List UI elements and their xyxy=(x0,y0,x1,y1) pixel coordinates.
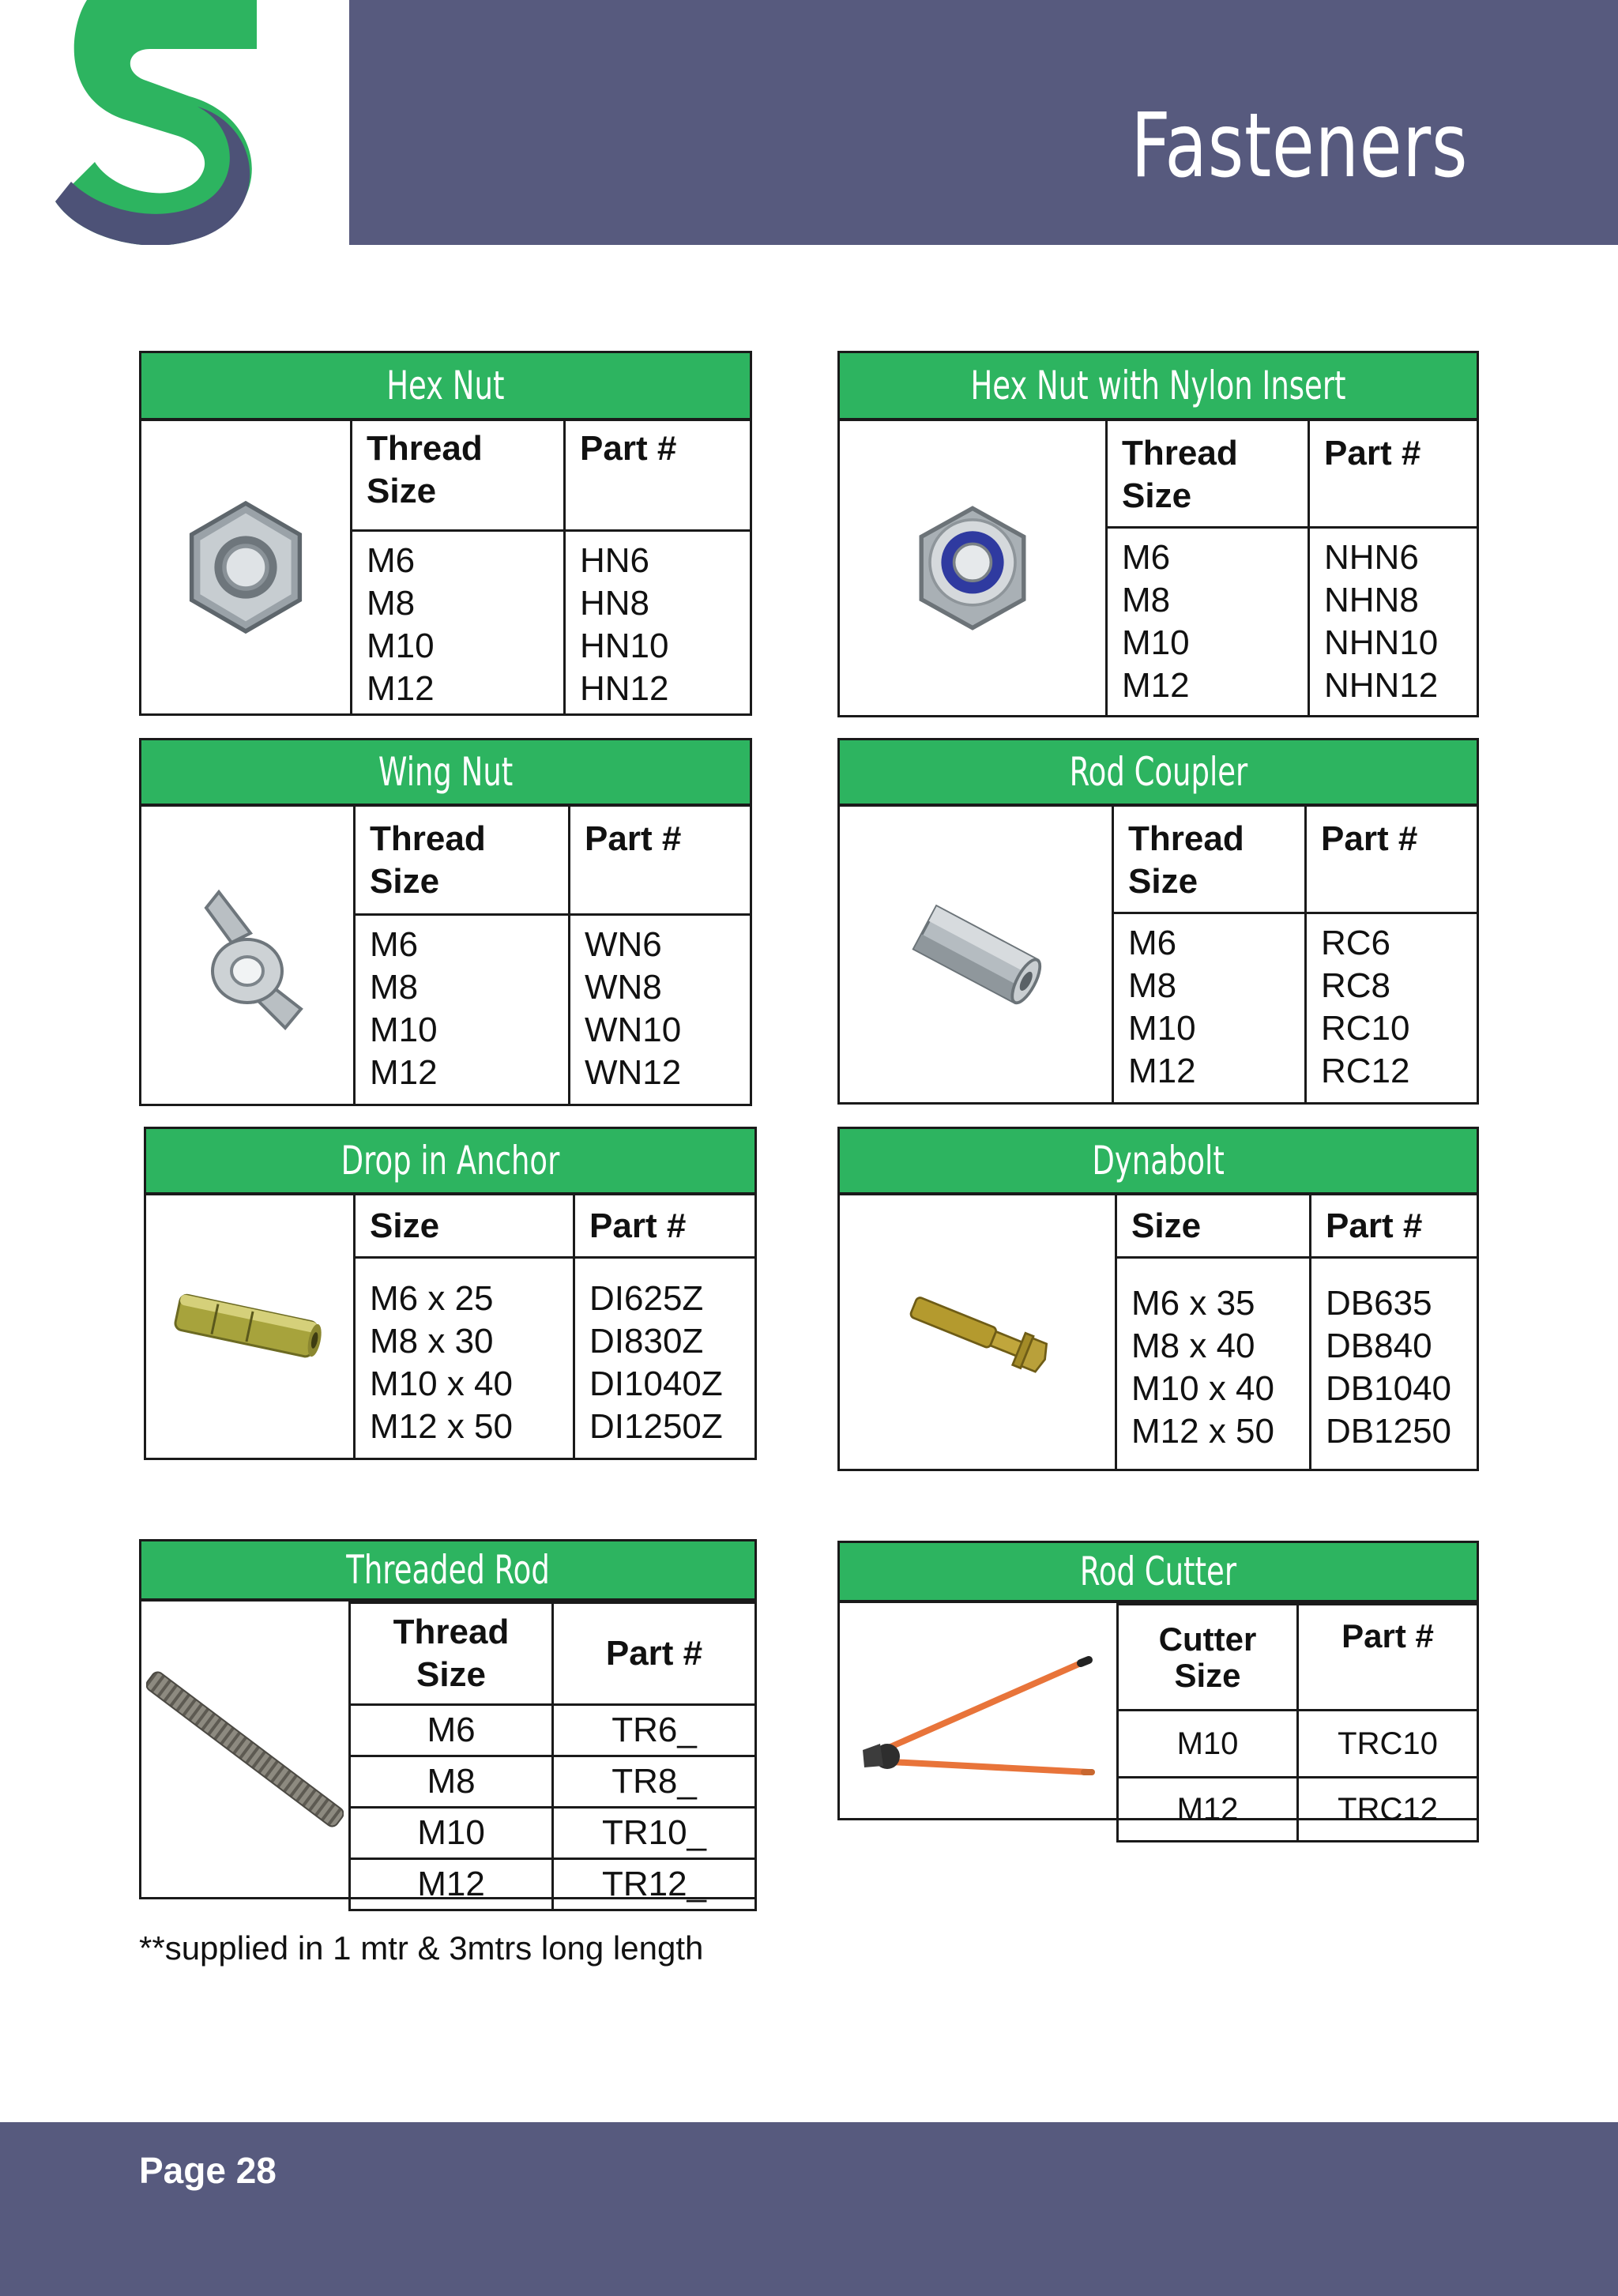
size-value: M10 xyxy=(370,1011,438,1049)
size-value: M8 xyxy=(1128,966,1177,1005)
spec-columns xyxy=(1112,807,1477,1102)
column-header: Part # xyxy=(1311,1195,1477,1259)
threaded-rod-table xyxy=(348,1602,757,1911)
size-column xyxy=(353,807,568,1104)
size-values xyxy=(352,532,563,710)
size-value: M10 xyxy=(1128,1009,1196,1048)
nylon-nut-card xyxy=(837,351,1479,717)
part-value: RC10 xyxy=(1321,1009,1410,1048)
part-value: HN10 xyxy=(580,627,669,665)
table-row xyxy=(350,1756,756,1808)
part-value: WN12 xyxy=(585,1053,682,1092)
part-value: TR6_ xyxy=(553,1705,756,1756)
size-value: M12 x 50 xyxy=(370,1407,513,1446)
column-header: Part # xyxy=(575,1195,754,1259)
size-column xyxy=(1115,1195,1309,1469)
part-value: WN10 xyxy=(585,1011,682,1049)
part-value: DI1250Z xyxy=(589,1407,723,1446)
part-value: RC8 xyxy=(1321,966,1391,1005)
card-title: Rod Coupler xyxy=(840,740,1477,807)
column-header: Part # xyxy=(1310,421,1477,529)
size-value: M12 xyxy=(367,669,435,708)
part-value: DB1040 xyxy=(1326,1369,1452,1408)
size-value: M10 xyxy=(367,627,435,665)
size-value: M8 xyxy=(350,1756,553,1808)
part-column xyxy=(1308,421,1477,715)
column-header: Thread Size xyxy=(352,421,563,532)
part-column xyxy=(568,807,750,1104)
column-header: Size xyxy=(356,1195,573,1259)
column-header: Cutter Size xyxy=(1118,1605,1298,1711)
logo-icon xyxy=(47,0,277,245)
threaded-rod-image xyxy=(141,1602,348,1897)
rod-cutter-image xyxy=(840,1603,1116,1818)
hex-nut-card xyxy=(139,351,752,716)
part-value: NHN6 xyxy=(1324,538,1419,577)
size-value: M6 x 35 xyxy=(1131,1284,1255,1323)
part-value: NHN10 xyxy=(1324,623,1439,662)
size-values xyxy=(1114,914,1304,1093)
card-title: Drop in Anchor xyxy=(146,1129,754,1195)
rod-coupler-image xyxy=(840,807,1112,1102)
drop-anchor-card xyxy=(144,1127,757,1460)
column-header: Thread Size xyxy=(1108,421,1308,529)
part-value: RC6 xyxy=(1321,924,1391,962)
part-column xyxy=(573,1195,754,1458)
size-value: M6 xyxy=(370,925,419,964)
card-title: Dynabolt xyxy=(840,1129,1477,1195)
size-value: M6 xyxy=(350,1705,553,1756)
dynabolt-card xyxy=(837,1127,1479,1471)
rod-cutter-card xyxy=(837,1541,1479,1827)
part-value: WN8 xyxy=(585,968,662,1007)
part-value: HN6 xyxy=(580,541,650,580)
size-value: M10 x 40 xyxy=(1131,1369,1274,1408)
part-values xyxy=(1311,1259,1477,1453)
size-value: M12 xyxy=(1122,666,1190,705)
part-values xyxy=(575,1259,754,1448)
part-value: DI625Z xyxy=(589,1279,704,1318)
size-values xyxy=(356,1259,573,1448)
threaded-rod-table-wrap xyxy=(348,1602,757,1903)
table-header-row xyxy=(350,1603,756,1705)
size-value: M8 x 30 xyxy=(370,1322,494,1361)
size-value: M6 x 25 xyxy=(370,1279,494,1318)
column-header: Thread Size xyxy=(350,1603,553,1705)
size-value: M8 xyxy=(367,584,416,623)
table-row xyxy=(350,1705,756,1756)
rod-coupler-card xyxy=(837,738,1479,1105)
part-value: TR12_ xyxy=(553,1859,756,1910)
card-title: Wing Nut xyxy=(141,740,750,807)
wing-nut-image xyxy=(141,807,353,1104)
table-row xyxy=(1118,1778,1478,1842)
table-header-row xyxy=(1118,1605,1478,1711)
size-value: M12 xyxy=(370,1053,438,1092)
size-column xyxy=(1105,421,1308,715)
size-value: M10 xyxy=(350,1808,553,1859)
column-header: Part # xyxy=(1298,1605,1478,1711)
part-values xyxy=(566,532,750,710)
part-value: HN12 xyxy=(580,669,669,708)
dynabolt-image xyxy=(840,1195,1115,1469)
spec-columns xyxy=(1105,421,1477,715)
spec-columns xyxy=(1115,1195,1477,1469)
size-value: M8 x 40 xyxy=(1131,1327,1255,1365)
card-title: Hex Nut with Nylon Insert xyxy=(840,353,1477,421)
part-column xyxy=(563,421,750,713)
column-header: Thread Size xyxy=(356,807,568,916)
size-value: M6 xyxy=(1128,924,1177,962)
spec-columns xyxy=(353,1195,754,1458)
page-title: Fasteners xyxy=(1131,95,1468,198)
spec-columns xyxy=(353,807,750,1104)
drop-anchor-image xyxy=(146,1195,353,1458)
hex-nut-image xyxy=(141,421,350,713)
part-value: DI830Z xyxy=(589,1322,704,1361)
part-value: DI1040Z xyxy=(589,1364,723,1403)
size-value: M10 xyxy=(1122,623,1190,662)
size-value: M6 xyxy=(367,541,416,580)
size-value: M12 x 50 xyxy=(1131,1412,1274,1451)
card-title: Hex Nut xyxy=(141,353,750,421)
part-column xyxy=(1304,807,1477,1102)
part-value: RC12 xyxy=(1321,1052,1410,1090)
column-header: Part # xyxy=(1307,807,1477,914)
part-value: NHN12 xyxy=(1324,666,1439,705)
rod-cutter-table xyxy=(1116,1603,1479,1842)
nylon-nut-image xyxy=(840,421,1105,715)
column-header: Size xyxy=(1117,1195,1309,1259)
size-column xyxy=(1112,807,1304,1102)
spec-columns xyxy=(350,421,750,713)
supply-note: **supplied in 1 mtr & 3mtrs long length xyxy=(139,1929,704,1967)
part-values xyxy=(1307,914,1477,1093)
rod-cutter-table-wrap xyxy=(1116,1603,1479,1827)
table-row xyxy=(350,1808,756,1859)
column-header: Part # xyxy=(553,1603,756,1705)
part-value: DB840 xyxy=(1326,1327,1432,1365)
threaded-rod-card xyxy=(139,1539,757,1903)
part-value: TR10_ xyxy=(553,1808,756,1859)
size-value: M10 x 40 xyxy=(370,1364,513,1403)
part-values xyxy=(1310,529,1477,707)
part-value: WN6 xyxy=(585,925,662,964)
size-column xyxy=(353,1195,573,1458)
part-value: TRC10 xyxy=(1298,1711,1478,1778)
size-value: M6 xyxy=(1122,538,1171,577)
column-header: Part # xyxy=(566,421,750,532)
part-values xyxy=(570,916,750,1094)
size-values xyxy=(1108,529,1308,707)
card-title: Rod Cutter xyxy=(840,1543,1477,1603)
size-value: M8 xyxy=(370,968,419,1007)
size-value: M12 xyxy=(1118,1778,1298,1842)
part-value: NHN8 xyxy=(1324,581,1419,619)
footer-band xyxy=(0,2122,1618,2296)
page-number: Page 28 xyxy=(139,2150,277,2191)
table-row xyxy=(1118,1711,1478,1778)
card-title: Threaded Rod xyxy=(141,1541,754,1602)
size-value: M8 xyxy=(1122,581,1171,619)
part-value: TRC12 xyxy=(1298,1778,1478,1842)
column-header: Part # xyxy=(570,807,750,916)
part-value: DB1250 xyxy=(1326,1412,1452,1451)
part-column xyxy=(1309,1195,1477,1469)
size-values xyxy=(356,916,568,1094)
part-value: TR8_ xyxy=(553,1756,756,1808)
size-value: M12 xyxy=(1128,1052,1196,1090)
wing-nut-card xyxy=(139,738,752,1106)
table-row xyxy=(350,1859,756,1910)
size-column xyxy=(350,421,563,713)
column-header: Thread Size xyxy=(1114,807,1304,914)
part-value: HN8 xyxy=(580,584,650,623)
size-value: M10 xyxy=(1118,1711,1298,1778)
size-value: M12 xyxy=(350,1859,553,1910)
size-values xyxy=(1117,1259,1309,1453)
part-value: DB635 xyxy=(1326,1284,1432,1323)
